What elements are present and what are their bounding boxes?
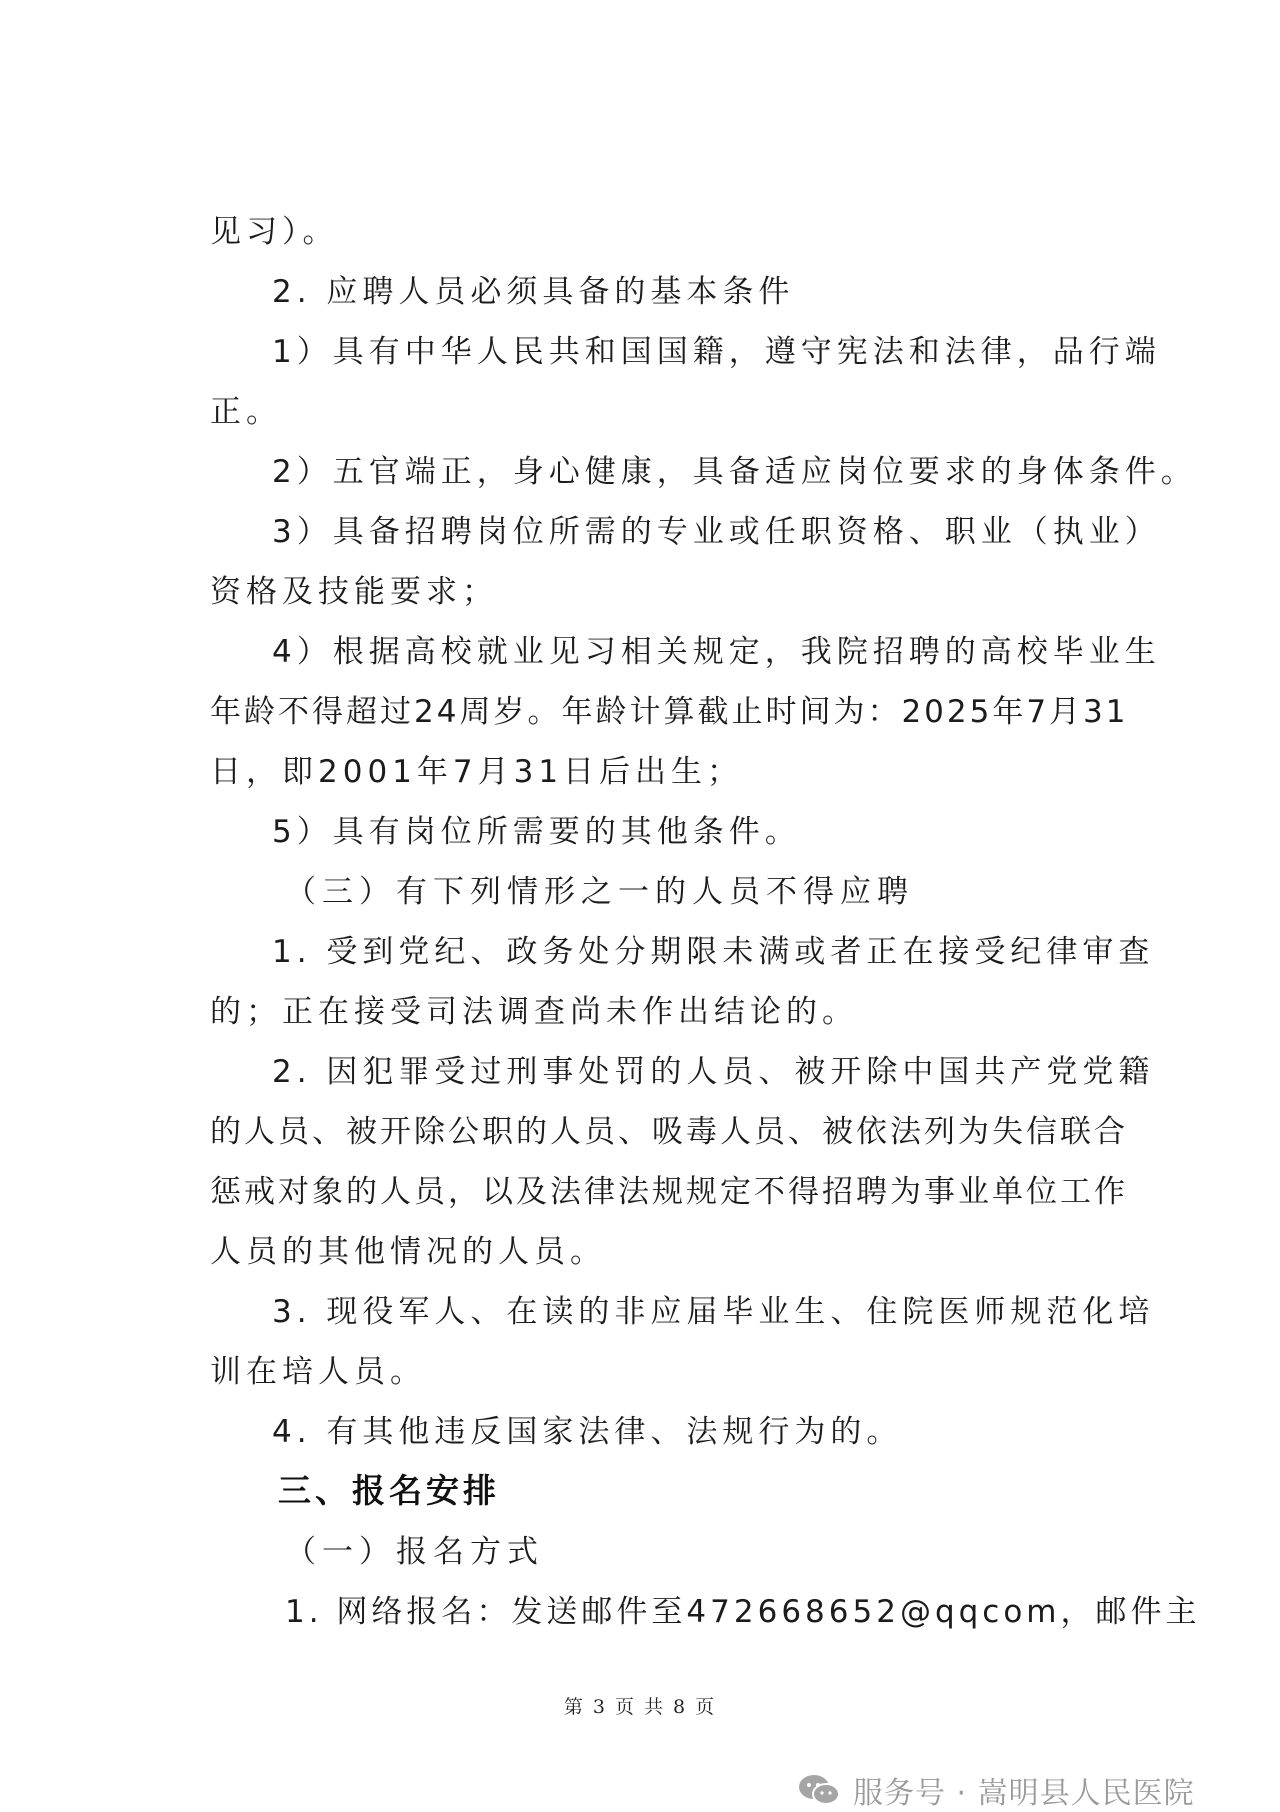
paragraph-line: 训在培人员。 [210, 1354, 426, 1390]
paragraph-line: 2）五官端正，身心健康，具备适应岗位要求的身体条件。 [272, 454, 1197, 490]
paragraph-line: 3. 现役军人、在读的非应届毕业生、住院医师规范化培 [272, 1294, 1155, 1330]
paragraph-line: 4）根据高校就业见习相关规定，我院招聘的高校毕业生 [272, 634, 1161, 670]
paragraph-line: 的；正在接受司法调查尚未作出结论的。 [210, 994, 858, 1030]
watermark [797, 1770, 1257, 1810]
paragraph-line: 日，即2001年7月31日后出生； [210, 754, 744, 790]
paragraph-line: 见习）。 [210, 214, 339, 250]
paragraph-line: 1）具有中华人民共和国国籍，遵守宪法和法律，品行端 [272, 334, 1161, 370]
wechat-icon [797, 1773, 841, 1807]
paragraph-line: 4. 有其他违反国家法律、法规行为的。 [272, 1414, 903, 1450]
paragraph-line: 5）具有岗位所需要的其他条件。 [272, 814, 801, 850]
paragraph-line: 年龄不得超过24周岁。年龄计算截止时间为：2025年7月31 [210, 694, 1129, 730]
section-subheading: （三）有下列情形之一的人员不得应聘 [285, 874, 914, 910]
paragraph-line: 1. 受到党纪、政务处分期限未满或者正在接受纪律审查 [272, 934, 1155, 970]
paragraph-line: 惩戒对象的人员，以及法律法规规定不得招聘为事业单位工作 [210, 1174, 1128, 1210]
section-subheading: （一）报名方式 [285, 1534, 544, 1570]
paragraph-line: 正。 [210, 394, 282, 430]
paragraph-line: 的人员、被开除公职的人员、吸毒人员、被依法列为失信联合 [210, 1114, 1128, 1150]
paragraph-line: 2. 应聘人员必须具备的基本条件 [272, 274, 795, 310]
watermark-text: 服务号 · 嵩明县人民医院 [853, 1776, 1195, 1811]
paragraph-line: 人员的其他情况的人员。 [210, 1234, 606, 1270]
paragraph-line: 2. 因犯罪受过刑事处罚的人员、被开除中国共产党党籍 [272, 1054, 1155, 1090]
section-heading: 三、报名安排 [278, 1471, 500, 1510]
paragraph-line: 3）具备招聘岗位所需的专业或任职资格、职业（执业） [272, 514, 1161, 550]
paragraph-line: 资格及技能要求； [210, 574, 498, 610]
paragraph-line: 1. 网络报名：发送邮件至472668652@qqcom，邮件主 [285, 1594, 1201, 1630]
page-footer: 第 3 页 共 8 页 [563, 1696, 717, 1718]
